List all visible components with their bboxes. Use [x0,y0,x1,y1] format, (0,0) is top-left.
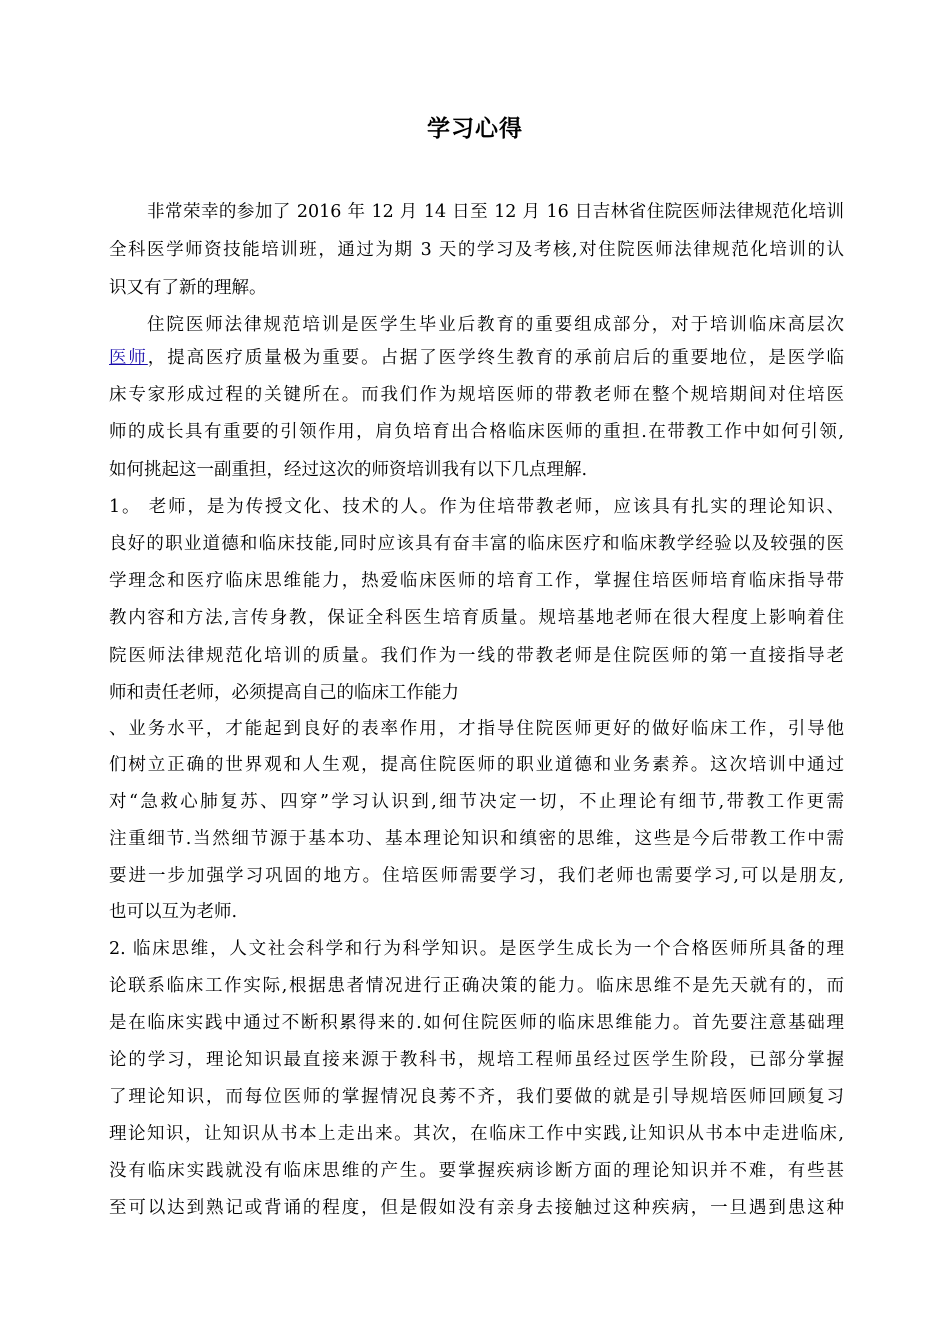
text-line: 对“急救心肺复苏、四穿”学习认识到,细节决定一切，不止理论有细节,带教工作更需 [109,792,844,812]
text-line: 也可以互为老师. [109,902,238,922]
text-line: 师和责任老师，必须提高自己的临床工作能力 [109,683,459,703]
text-line: 至可以达到熟记或背诵的程度，但是假如没有亲身去接触过这种疾病，一旦遇到患这种 [109,1198,844,1218]
text-line: 要进一步加强学习巩固的地方。住培医师需要学习，我们老师也需要学习,可以是朋友, [109,866,844,886]
text-line: 2. 临床思维，人文社会科学和行为科学知识。是医学生成长为一个合格医师所具备的理 [109,939,844,959]
text-line: 教内容和方法,言传身教，保证全科医生培育质量。规培基地老师在很大程度上影响着住 [109,608,844,628]
page-title: 学习心得 [427,116,523,142]
text-line: 论的学习，理论知识最直接来源于教科书，规培工程师虽经过医学生阶段，已部分掌握 [109,1050,844,1070]
text-line: 们树立正确的世界观和人生观，提高住院医师的职业道德和业务素养。这次培训中通过 [109,755,844,775]
text-line: 1。 老师，是为传授文化、技术的人。作为住培带教老师，应该具有扎实的理论知识、 [109,497,844,517]
text-line: 住院医师法律规范培训是医学生毕业后教育的重要组成部分，对于培训临床高层次 [147,315,844,335]
text-line: 识又有了新的理解。 [109,278,267,298]
text-line: 床专家形成过程的关键所在。而我们作为规培医师的带教老师在整个规培期间对住培医 [109,385,844,405]
text-line: 理论知识，让知识从书本上走出来。其次，在临床工作中实践,让知识从书本中走进临床, [109,1124,844,1144]
text-line: 师的成长具有重要的引领作用，肩负培育出合格临床医师的重担.在带教工作中如何引领, [109,422,844,442]
text-line-rest: ，提高医疗质量极为重要。占据了医学终生教育的承前启后的重要地位，是医学临 [147,348,844,368]
physician-link[interactable]: 医师 [109,348,148,368]
text-line: 全科医学师资技能培训班，通过为期 3 天的学习及考核,对住院医师法律规范化培训的认 [109,240,844,260]
text-line: 、业务水平，才能起到良好的表率作用，才指导住院医师更好的做好临床工作，引导他 [109,719,844,739]
text-line: 学理念和医疗临床思维能力，热爱临床医师的培育工作，掌握住培医师培育临床指导带 [109,571,844,591]
text-line: 院医师法律规范化培训的质量。我们作为一线的带教老师是住院医师的第一直接指导老 [109,646,844,666]
text-line: 非常荣幸的参加了 2016 年 12 月 14 日至 12 月 16 日吉林省住院医师法律规范化培训 [147,202,844,222]
text-line: 如何挑起这一副重担，经过这次的师资培训我有以下几点理解. [109,460,588,480]
text-line [109,346,844,370]
text-line: 是在临床实践中通过不断积累得来的.如何住院医师的临床思维能力。首先要注意基础理 [109,1013,844,1033]
text-line: 了理论知识，而每位医师的掌握情况良莠不齐，我们要做的就是引导规培医师回顾复习 [109,1087,844,1107]
text-line: 注重细节.当然细节源于基本功、基本理论知识和缜密的思维，这些是今后带教工作中需 [109,829,844,849]
text-line: 论联系临床工作实际,根据患者情况进行正确决策的能力。临床思维不是先天就有的，而 [109,976,844,996]
text-line: 良好的职业道德和临床技能,同时应该具有奋丰富的临床医疗和临床教学经验以及较强的医 [109,534,844,554]
text-line: 没有临床实践就没有临床思维的产生。要掌握疾病诊断方面的理论知识并不难，有些甚 [109,1161,844,1181]
